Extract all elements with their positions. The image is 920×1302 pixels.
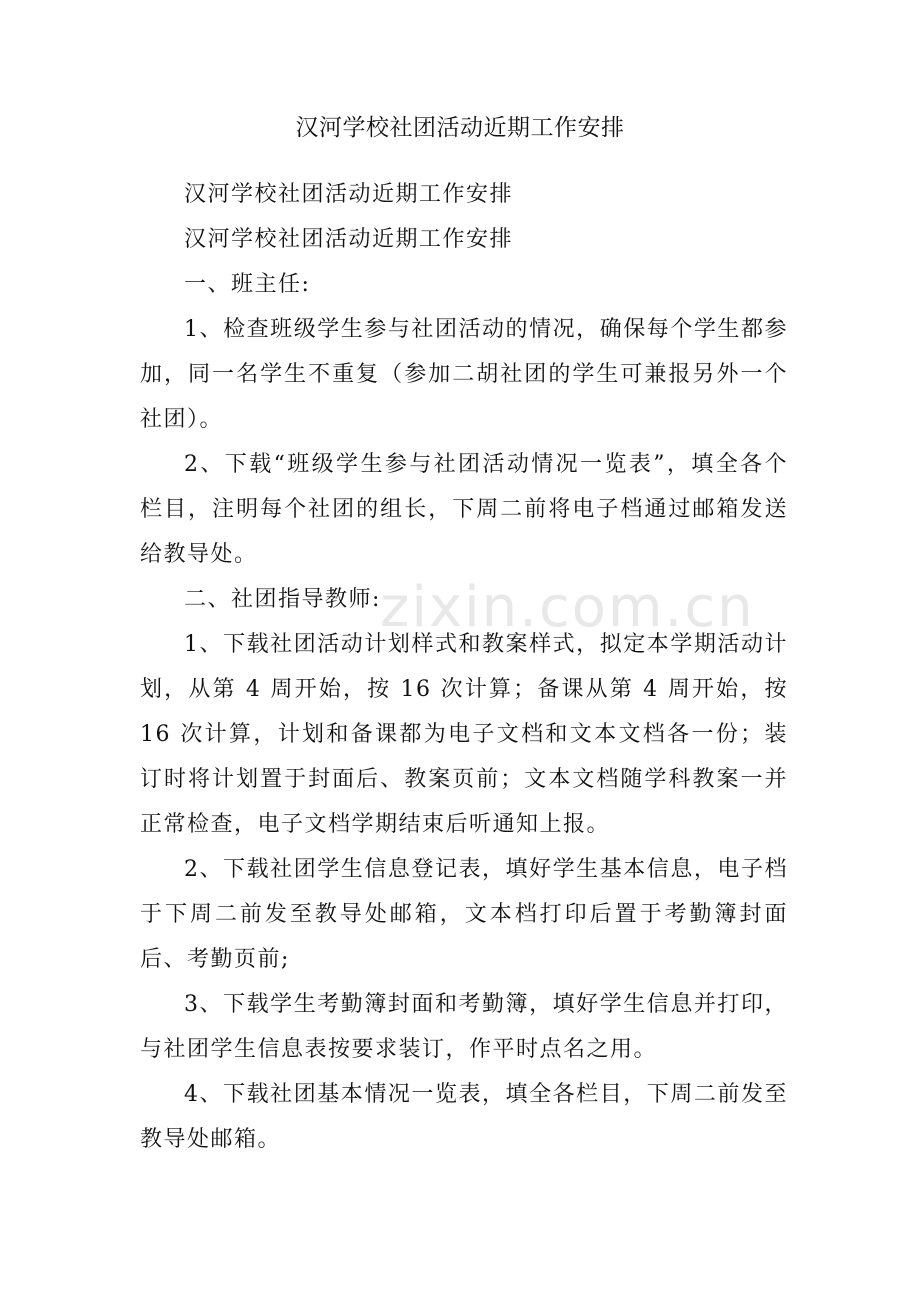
page-title: 汉河学校社团活动近期工作安排 (295, 115, 625, 141)
paragraph-subtitle-2: 汉河学校社团活动近期工作安排 (184, 227, 514, 252)
paragraph-item: 1、检查班级学生参与社团活动的情况，确保每个学生都参加，同一名学生不重复（参加二胡社团的学生可兼报另外一个社团）。 (140, 317, 788, 432)
paragraph-item: 2、下载社团学生信息登记表，填好学生基本信息，电子档于下周二前发至教导处邮箱，文本档打印后置于考勤簿封面后、考勤页前; (140, 857, 788, 972)
section-heading-club-teachers: 二、社团指导教师: (184, 587, 381, 612)
paragraph-subtitle-1: 汉河学校社团活动近期工作安排 (184, 182, 514, 207)
paragraph-item: 3、下载学生考勤簿封面和考勤簿，填好学生信息并打印，与社团学生信息表按要求装订，作平时点名之用。 (140, 992, 788, 1062)
section-heading-head-teacher: 一、班主任: (184, 272, 311, 297)
document-body (140, 172, 788, 1162)
paragraph-item: 4、下载社团基本情况一览表，填全各栏目，下周二前发至教导处邮箱。 (140, 1082, 788, 1152)
paragraph-item: 2、下载“班级学生参与社团活动情况一览表”，填全各个栏目，注明每个社团的组长，下周二前将电子档通过邮箱发送给教导处。 (140, 452, 788, 567)
watermark: zixin.com.cn (380, 575, 755, 640)
paragraph-item: 1、下载社团活动计划样式和教案样式，拟定本学期活动计划，从第 4 周开始，按 16 次计算；备课从第 4 周开始，按 16 次计算，计划和备课都为电子文档和文本文档各一份；装订时将计划置于封面后、教案页前；文本文档随学科教案一并正常检查，电子文档学期结束后听通知上报。 (140, 632, 788, 837)
